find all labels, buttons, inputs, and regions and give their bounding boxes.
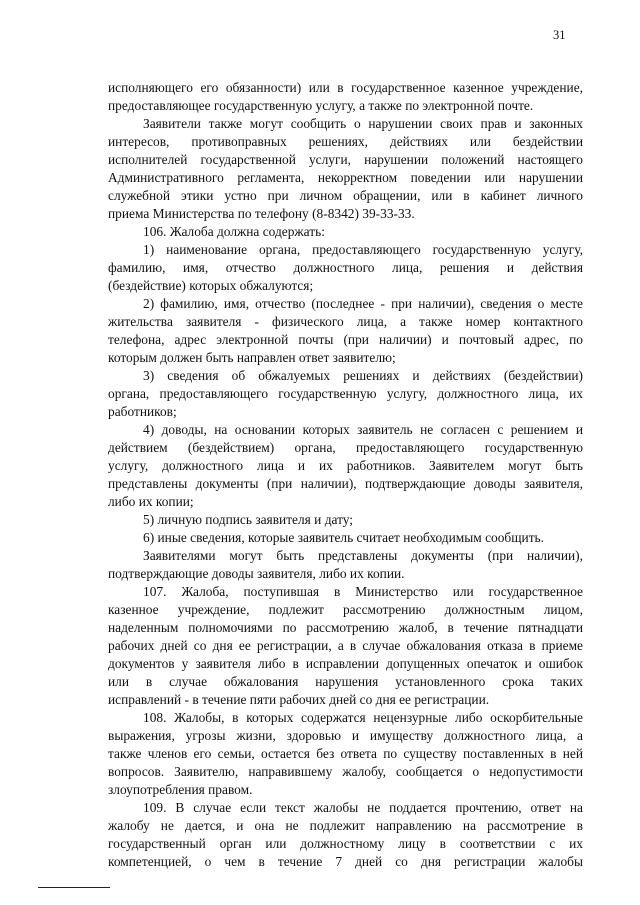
text-line: наделенным полномочиями по рассмотрению жалоб, в течение пятнадцати bbox=[108, 620, 583, 635]
text-line: рабочих дней со дня ее регистрации, а в случае обжалования отказа в приеме bbox=[108, 638, 583, 653]
footnote-rule bbox=[38, 887, 110, 888]
page-number: 31 bbox=[553, 28, 566, 42]
text-line: 1) наименование органа, предоставляющего государственную услугу, bbox=[143, 242, 583, 257]
text-line: 6) иные сведения, которые заявитель считает необходимым сообщить. bbox=[143, 530, 545, 545]
text-line: 5) личную подпись заявителя и дату; bbox=[143, 512, 354, 527]
text-line: вопросов. Заявителю, направившему жалобу, сообщается о недопустимости bbox=[108, 764, 583, 779]
text-line: подтверждающие доводы заявителя, либо их копии. bbox=[108, 566, 405, 581]
text-line: выражения, угрозы жизни, здоровью и имуществу должностного лица, а bbox=[108, 728, 583, 743]
text-line: интересов, противоправных решениях, действиях или бездействии bbox=[108, 134, 583, 149]
text-line: также членов его семьи, остается без ответа по существу поставленных в ней bbox=[108, 746, 583, 761]
text-line: 2) фамилию, имя, отчество (последнее - при наличии), сведения о месте bbox=[143, 296, 583, 311]
text-line: представлены документы (при наличии), подтверждающие доводы заявителя, bbox=[108, 476, 583, 491]
text-line: государственный орган или должностному лицу в соответствии с их bbox=[108, 836, 583, 851]
text-line: приема Министерства по телефону (8-8342) 39-33-33. bbox=[108, 206, 415, 221]
text-line: документов у заявителя либо в исправлении допущенных опечаток и ошибок bbox=[108, 656, 583, 671]
text-line: или в случае обжалования нарушения установленного срока таких bbox=[108, 674, 583, 689]
text-line: жительства заявителя - физического лица, а также номер контактного bbox=[108, 314, 583, 329]
text-line: Заявители также могут сообщить о нарушении своих прав и законных bbox=[143, 116, 583, 131]
text-line: 106. Жалоба должна содержать: bbox=[143, 224, 325, 239]
text-line: телефона, адрес электронной почты (при наличии) и почтовый адрес, по bbox=[108, 332, 583, 347]
text-line: служебной этики устно при личном обращении, или в кабинет личного bbox=[108, 188, 583, 203]
text-line: Заявителями могут быть представлены документы (при наличии), bbox=[143, 548, 583, 563]
text-line: Административного регламента, некорректном поведении или нарушении bbox=[108, 170, 583, 185]
text-line: компетенцией, о чем в течение 7 дней со дня регистрации жалобы bbox=[108, 854, 583, 869]
text-line: исполняющего его обязанности) или в государственное казенное учреждение, bbox=[108, 80, 583, 95]
text-line: действием (бездействием) органа, предоставляющего государственную bbox=[108, 440, 583, 455]
text-line: (бездействие) которых обжалуются; bbox=[108, 278, 314, 293]
text-line: злоупотребления правом. bbox=[108, 782, 253, 797]
text-line: 107. Жалоба, поступившая в Министерство или государственное bbox=[143, 584, 583, 599]
text-line: фамилию, имя, отчество должностного лица, решения и действия bbox=[108, 260, 583, 275]
text-line: услугу, должностного лица и их работников. Заявителем могут быть bbox=[108, 458, 583, 473]
text-line: исполнителей государственной услуги, нарушении положений настоящего bbox=[108, 152, 583, 167]
text-line: которым должен быть направлен ответ заявителю; bbox=[108, 350, 396, 365]
text-line: работников; bbox=[108, 404, 177, 419]
text-line: 108. Жалобы, в которых содержатся нецензурные либо оскорбительные bbox=[143, 710, 583, 725]
text-line: жалобу не дается, и она не подлежит направлению на рассмотрение в bbox=[108, 818, 583, 833]
text-line: 3) сведения об обжалуемых решениях и действиях (бездействии) bbox=[143, 368, 583, 383]
text-line: 4) доводы, на основании которых заявитель не согласен с решением и bbox=[143, 422, 583, 437]
text-line: 109. В случае если текст жалобы не поддается прочтению, ответ на bbox=[143, 800, 583, 815]
text-line: исправлений - в течение пяти рабочих дней со дня ее регистрации. bbox=[108, 692, 490, 707]
text-line: предоставляющее государственную услугу, а также по электронной почте. bbox=[108, 98, 534, 113]
text-line: органа, предоставляющего государственную услугу, должностного лица, их bbox=[108, 386, 583, 401]
text-line: казенное учреждение, подлежит рассмотрению должностным лицом, bbox=[108, 602, 583, 617]
text-line: либо их копии; bbox=[108, 494, 194, 509]
